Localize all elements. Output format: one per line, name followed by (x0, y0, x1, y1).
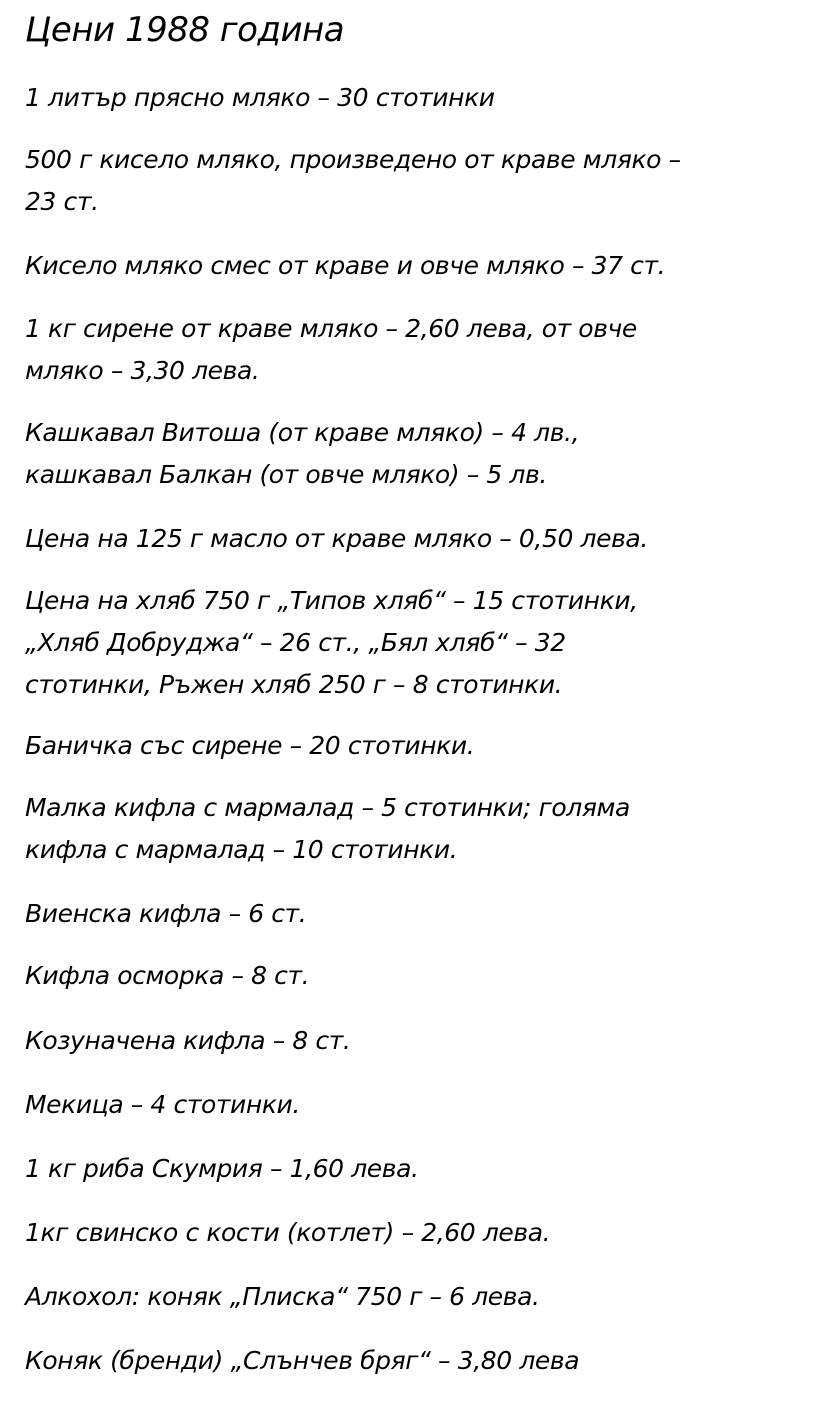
entry-line: Мекица – 4 стотинки. (25, 1090, 300, 1119)
entry-line: 1кг свинско с кости (котлет) – 2,60 лева. (25, 1218, 551, 1247)
entry-line: 1 кг риба Скумрия – 1,60 лева. (25, 1154, 419, 1183)
entry-line: Цена на 125 г масло от краве мляко – 0,50 лева. (25, 524, 648, 553)
entry-line: Малка кифла с мармалад – 5 стотинки; голяма (25, 793, 630, 822)
page-title: Цени 1988 година (25, 10, 345, 50)
entry-line: 1 литър прясно мляко – 30 стотинки (25, 83, 495, 112)
entry-line: мляко – 3,30 лева. (25, 356, 260, 385)
entry-line: 23 ст. (25, 187, 99, 216)
entry-line: Коняк (бренди) „Слънчев бряг“ – 3,80 лева (25, 1346, 580, 1375)
entry-line: 500 г кисело мляко, произведено от краве мляко – (25, 145, 681, 174)
entry-line: Кашкавал Витоша (от краве мляко) – 4 лв., (25, 418, 580, 447)
price-entry-white-cheese (25, 308, 637, 392)
price-entry-banitsa (25, 725, 474, 767)
price-entry-pork-chop (25, 1212, 550, 1254)
price-entry-mackerel (25, 1148, 419, 1190)
entry-line: 1 кг сирене от краве мляко – 2,60 лева, от овче (25, 314, 637, 343)
entry-line: Цена на хляб 750 г „Типов хляб“ – 15 стотинки, (25, 586, 638, 615)
price-entry-butter (25, 518, 648, 560)
price-entry-kashkaval (25, 412, 579, 496)
price-entry-viennese-bun (25, 893, 306, 935)
price-entry-pliska-cognac (25, 1276, 540, 1318)
price-entry-osmorka-bun (25, 955, 309, 997)
entry-line: кашкавал Балкан (от овче мляко) – 5 лв. (25, 460, 547, 489)
entry-line: „Хляб Добруджа“ – 26 ст., „Бял хляб“ – 32 (25, 628, 566, 657)
entry-line: Козуначена кифла – 8 ст. (25, 1026, 351, 1055)
entry-line: Виенска кифла – 6 ст. (25, 899, 307, 928)
price-entry-mekitsa (25, 1084, 300, 1126)
price-entry-bread (25, 580, 638, 706)
price-entry-jam-bun (25, 787, 630, 871)
entry-line: Кисело мляко смес от краве и овче мляко – 37 ст. (25, 251, 666, 280)
entry-line: Алкохол: коняк „Плиска“ 750 г – 6 лева. (25, 1282, 540, 1311)
entry-line: стотинки, Ръжен хляб 250 г – 8 стотинки. (25, 670, 563, 699)
price-entry-fresh-milk (25, 77, 495, 119)
price-entry-mixed-yogurt (25, 245, 665, 287)
price-entry-kozunak-bun (25, 1020, 350, 1062)
entry-line: кифла с мармалад – 10 стотинки. (25, 835, 458, 864)
price-entry-sunny-beach-brandy (25, 1340, 579, 1382)
entry-line: Кифла осморка – 8 ст. (25, 961, 310, 990)
price-entry-cow-yogurt (25, 139, 681, 223)
entry-line: Баничка със сирене – 20 стотинки. (25, 731, 475, 760)
